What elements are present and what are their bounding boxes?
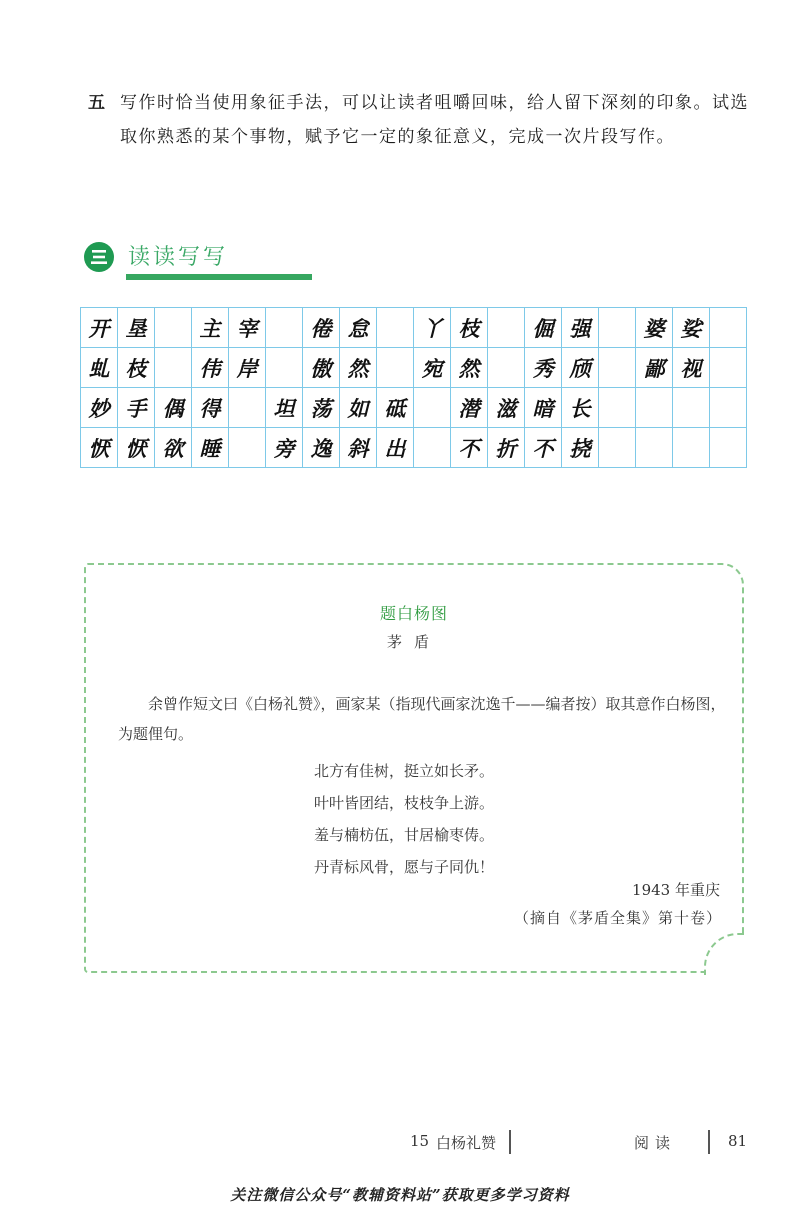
poem-lines [314, 755, 494, 883]
grid-cell: 得 [192, 388, 229, 428]
grid-cell: 秀 [525, 348, 562, 388]
grid-cell: 斜 [340, 428, 377, 468]
vocabulary-grid [80, 307, 747, 468]
grid-cell: 砥 [377, 388, 414, 428]
grid-cell: 怠 [340, 308, 377, 348]
footer-category: 阅读 [634, 1134, 677, 1152]
poem-source: （摘自《茅盾全集》第十卷） [513, 909, 722, 927]
grid-cell [266, 348, 303, 388]
grid-cell: 主 [192, 308, 229, 348]
grid-cell [673, 428, 710, 468]
grid-cell [266, 308, 303, 348]
roman-three-icon [84, 242, 114, 272]
grid-cell [155, 308, 192, 348]
poem-line: 北方有佳树，挺立如长矛。 [314, 762, 495, 780]
page-footer [0, 1128, 800, 1158]
grid-cell: 荡 [303, 388, 340, 428]
grid-cell: 睡 [192, 428, 229, 468]
grid-cell [229, 428, 266, 468]
grid-cell: 枝 [118, 348, 155, 388]
grid-cell: 倔 [525, 308, 562, 348]
grid-cell [636, 388, 673, 428]
poem-title: 题白杨图 [379, 604, 448, 623]
grid-cell: 枝 [451, 308, 488, 348]
task-text: 写作时恰当使用象征手法，可以让读者咀嚼回味，给人留下深刻的印象。试选取你熟悉的某个事物，赋予它一定的象征意义，完成一次片段写作。 [120, 93, 749, 147]
grid-cell: 虬 [81, 348, 118, 388]
poem-author: 茅盾 [386, 633, 441, 651]
grid-cell: 长 [562, 388, 599, 428]
grid-cell: 潜 [451, 388, 488, 428]
footer-lesson-number: 15 [410, 1132, 430, 1150]
grid-cell: 傲 [303, 348, 340, 388]
grid-cell: 强 [562, 308, 599, 348]
grid-cell [710, 348, 747, 388]
grid-cell: 视 [673, 348, 710, 388]
poem-line: 叶叶皆团结，枝枝争上游。 [314, 794, 495, 812]
grid-cell: 欲 [155, 428, 192, 468]
watermark-text: 关注微信公众号“教辅资料站”获取更多学习资料 [230, 1186, 570, 1204]
grid-cell [636, 428, 673, 468]
task-number: 五 [88, 93, 105, 113]
grid-cell: 不 [525, 428, 562, 468]
grid-cell: 滋 [488, 388, 525, 428]
poem-box [84, 563, 744, 973]
grid-cell [673, 388, 710, 428]
grid-cell: 挠 [562, 428, 599, 468]
grid-cell: 伟 [192, 348, 229, 388]
grid-cell [710, 428, 747, 468]
footer-lesson-title: 白杨礼赞 [436, 1134, 497, 1152]
grid-cell [710, 308, 747, 348]
grid-cell: 逸 [303, 428, 340, 468]
grid-cell: 旁 [266, 428, 303, 468]
grid-cell: 垦 [118, 308, 155, 348]
grid-cell: 岸 [229, 348, 266, 388]
grid-cell [229, 388, 266, 428]
grid-cell: 宰 [229, 308, 266, 348]
grid-cell: 暗 [525, 388, 562, 428]
grid-cell: 恹 [118, 428, 155, 468]
grid-cell [599, 388, 636, 428]
grid-cell [599, 428, 636, 468]
grid-cell: 如 [340, 388, 377, 428]
grid-cell: 坦 [266, 388, 303, 428]
writing-task [88, 86, 760, 154]
grid-cell: 不 [451, 428, 488, 468]
footer-divider [509, 1130, 511, 1154]
page-number: 81 [728, 1132, 748, 1150]
grid-cell [414, 388, 451, 428]
grid-cell: 妙 [81, 388, 118, 428]
grid-cell [488, 348, 525, 388]
box-corner-decoration [704, 933, 746, 975]
footer-divider [708, 1130, 710, 1154]
grid-cell [414, 428, 451, 468]
poem-date: 1943 年重庆 [632, 881, 720, 899]
grid-cell: 宛 [414, 348, 451, 388]
grid-cell: 恹 [81, 428, 118, 468]
grid-cell [599, 348, 636, 388]
grid-cell [377, 308, 414, 348]
grid-cell: 鄙 [636, 348, 673, 388]
grid-cell: 出 [377, 428, 414, 468]
section-underline [126, 274, 312, 280]
poem-line: 丹青标风骨，愿与子同仇！ [314, 858, 495, 876]
grid-cell [155, 348, 192, 388]
grid-cell: 倦 [303, 308, 340, 348]
poem-line: 羞与楠枋伍，甘居榆枣俦。 [314, 826, 495, 844]
grid-cell: 娑 [673, 308, 710, 348]
grid-cell: 手 [118, 388, 155, 428]
poem-preface: 余曾作短文曰《白杨礼赞》，画家某（指现代画家沈逸千——编者按）取其意作白杨图，为题俚句。 [118, 695, 726, 743]
grid-cell: 然 [340, 348, 377, 388]
grid-cell: 丫 [414, 308, 451, 348]
grid-cell [710, 388, 747, 428]
grid-cell: 开 [81, 308, 118, 348]
grid-cell: 颀 [562, 348, 599, 388]
section-title: 读读写写 [128, 245, 229, 270]
grid-cell: 婆 [636, 308, 673, 348]
grid-cell [599, 308, 636, 348]
grid-cell: 折 [488, 428, 525, 468]
grid-cell: 然 [451, 348, 488, 388]
grid-cell [488, 308, 525, 348]
grid-cell: 偶 [155, 388, 192, 428]
grid-cell [377, 348, 414, 388]
